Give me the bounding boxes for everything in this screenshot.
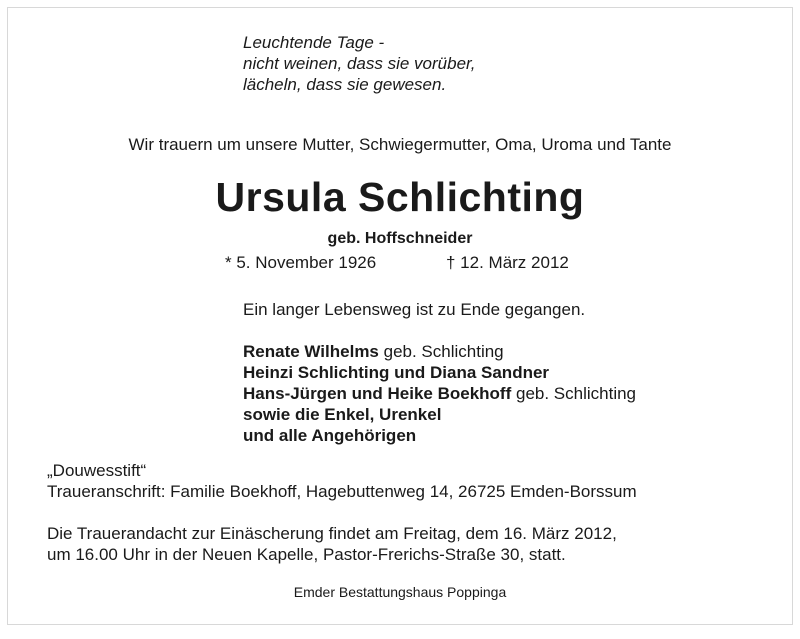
address-line: „Douwesstift“ [47,461,147,480]
death-date: † 12. März 2012 [446,253,569,272]
mourner-line [243,383,636,404]
obituary-notice [7,7,793,625]
poem-line: nicht weinen, dass sie vorüber, [243,54,476,73]
poem-line: lächeln, dass sie gewesen. [243,75,447,94]
mourner-line: sowie die Enkel, Urenkel [243,405,442,424]
poem-line: Leuchtende Tage - [243,33,385,52]
service-line: Die Trauerandacht zur Einäscherung findet am Freitag, dem 16. März 2012, [47,524,617,543]
mourning-address [47,460,637,502]
service-info [47,523,617,565]
deceased-name: Ursula Schlichting [215,174,585,220]
service-line: um 16.00 Uhr in der Neuen Kapelle, Pastor-Frerichs-Straße 30, statt. [47,545,566,564]
mourner-line: und alle Angehörigen [243,426,417,445]
mourner-name: Renate Wilhelms [243,342,379,361]
intro-text: Wir trauern um unsere Mutter, Schwiegermutter, Oma, Uroma und Tante [128,135,672,154]
poem [243,32,475,95]
address-line: Traueranschrift: Familie Boekhoff, Hagebuttenweg 14, 26725 Emden-Borssum [47,482,637,501]
birth-name: geb. Hoffschneider [327,230,473,247]
mourner-line: Heinzi Schlichting und Diana Sandner [243,363,550,382]
life-path-text: Ein langer Lebensweg ist zu Ende gegangen. [243,300,586,319]
mourner-suffix: geb. Schlichting [378,342,504,361]
mourners-list [243,341,636,446]
birth-date: * 5. November 1926 [225,253,377,272]
mourner-line [243,341,636,362]
funeral-home: Emder Bestattungshaus Poppinga [293,584,507,600]
mourner-suffix: geb. Schlichting [511,384,637,403]
mourner-name: Hans-Jürgen und Heike Boekhoff [243,384,512,403]
